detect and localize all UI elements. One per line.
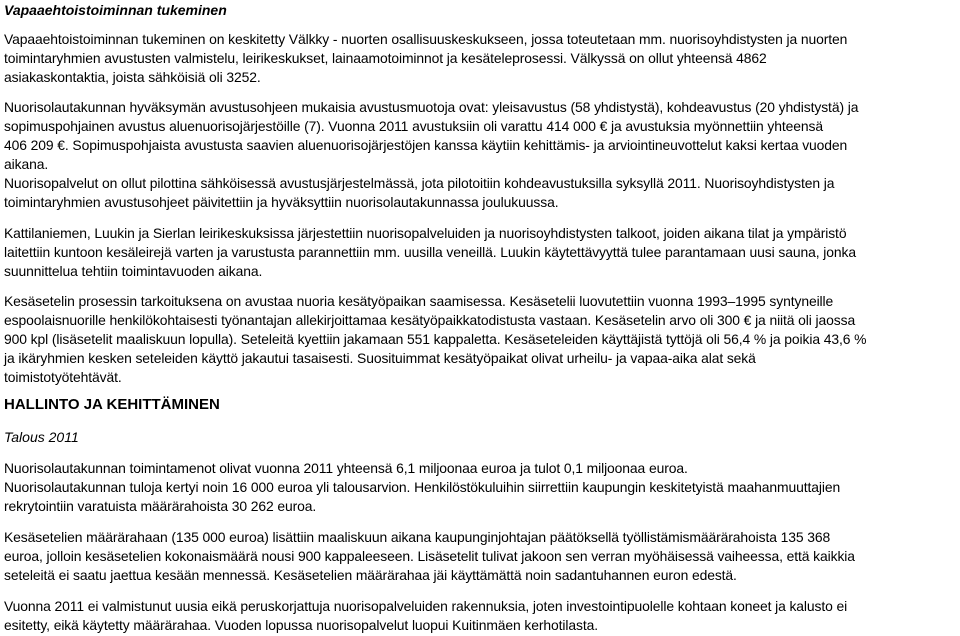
paragraph-line: toimintaryhmien avustusten valmistelu, leirikeskukset, lainaamotoiminnot ja kesäteleprosessi. Välkyssä on ollut yhteensä 4862 [4, 50, 767, 66]
subheading: Talous 2011 [4, 429, 79, 445]
paragraph-line: seteleitä ei saatu jaettua kesään mennessä. Kesäsetelien määrärahaa jäi käyttämättä noin sadantuhannen euron edestä. [4, 567, 737, 583]
section-heading: HALLINTO JA KEHITTÄMINEN [4, 396, 220, 413]
paragraph-line: Kesäsetelien määrärahaan (135 000 euroa) lisättiin maaliskuun aikana kaupunginjohtajan päätöksellä työllistämismäärärahoista 135 368 [4, 529, 831, 545]
section-title: Vapaaehtoistoiminnan tukeminen [4, 2, 227, 18]
paragraph-line: Nuorisolautakunnan tuloja kertyi noin 16 000 euroa yli talousarvion. Henkilöstökuluihin siirrettiin kaupungin keskitetyistä maahanmuuttajien [4, 479, 841, 495]
paragraph-line: asiakaskontaktia, joista sähköisiä oli 3252. [4, 69, 261, 85]
paragraph-line: suunnittelua tehtiin toimintavuoden aikana. [4, 263, 263, 279]
paragraph-line: 900 kpl (lisäsetelit maaliskuun lopulla). Seteleitä kyettiin jakamaan 551 kappaletta. Kesäseteleiden käyttäjistä tyttöjä oli 56,4 % ja poikia 43,6 % [4, 331, 867, 347]
paragraph-line: rekrytointiin varatuista määrärahoista 30 262 euroa. [4, 498, 317, 514]
paragraph-line: Nuorisolautakunnan hyväksymän avustusohjeen mukaisia avustusmuotoja ovat: yleisavustus (58 yhdistystä), kohdeavustus (20 yhdistystä) ja [4, 99, 859, 115]
paragraph-line: Vapaaehtoistoiminnan tukeminen on keskitetty Välkky - nuorten osallisuuskeskukseen, jossa toteutetaan mm. nuorisoyhdistysten ja nuorten [4, 31, 848, 47]
paragraph-line: laitettiin kuntoon kesäleirejä varten ja varustusta parannettiin mm. uusilla veneillä. Luukin käytettävyyttä tulee parantamaan uusi sauna, jonka [4, 244, 856, 260]
paragraph-line: Nuorisolautakunnan toimintamenot olivat vuonna 2011 yhteensä 6,1 miljoonaa euroa ja tulot 0,1 miljoonaa euroa. [4, 460, 688, 476]
paragraph-line: esitetty, eikä käytetty määrärahaa. Vuoden lopussa nuorisopalvelut luopui Kuitinmäen kerhotilasta. [4, 617, 599, 633]
paragraph-line: espoolaisnuorille henkilökohtaisesti työnantajan allekirjoittamaa kesätyöpaikkatodistusta vastaan. Kesäsetelin arvo oli 300 € ja niitä oli jaossa [4, 312, 856, 328]
paragraph-line: 406 209 €. Sopimuspohjaista avustusta saavien aluenuorisojärjestöjen kanssa käytiin kehittämis- ja arviointineuvottelut kaksi kertaa vuoden [4, 137, 848, 153]
paragraph-line: Kattilaniemen, Luukin ja Sierlan leirikeskuksissa järjestettiin nuorisopalveluiden ja nuorisoyhdistysten talkoot, joiden aikana tilat ja ympäristö [4, 225, 847, 241]
paragraph-line: toimintaryhmien avustusohjeet päivitettiin ja hyväksyttiin nuorisolautakunnassa joulukuussa. [4, 194, 559, 210]
paragraph-line: aikana. [4, 156, 49, 172]
paragraph-line: ja ikäryhmien kesken seteleiden käyttö jakautui tasaisesti. Suosituimmat kesätyöpaikat olivat urheilu- ja vapaa-aika alat sekä [4, 350, 756, 366]
paragraph-line: euroa, jolloin kesäsetelien kokonaismäärä nousi 900 kappaleeseen. Lisäsetelit tulivat jakoon sen verran myöhäisessä vaiheessa, että kaikkia [4, 548, 855, 564]
paragraph-line: Nuorisopalvelut on ollut pilottina sähköisessä avustusjärjestelmässä, jota pilotoitiin kohdeavustuksilla syksyllä 2011. Nuorisoyhdistysten ja [4, 175, 835, 191]
paragraph-line: Vuonna 2011 ei valmistunut uusia eikä peruskorjattuja nuorisopalveluiden rakennuksia, joten investointipuolelle kohtaan koneet ja kalusto ei [4, 598, 848, 614]
paragraph-line: Kesäsetelin prosessin tarkoituksena on avustaa nuoria kesätyöpaikan saamisessa. Kesäsetelii luovutettiin vuonna 1993–1995 syntyneille [4, 293, 834, 309]
paragraph-line: sopimuspohjainen avustus aluenuorisojärjestöille (7). Vuonna 2011 avustuksiin oli varattu 414 000 € ja avustuksia myönnettiin yhteensä [4, 118, 824, 134]
paragraph-line: toimistotyötehtävät. [4, 369, 122, 385]
